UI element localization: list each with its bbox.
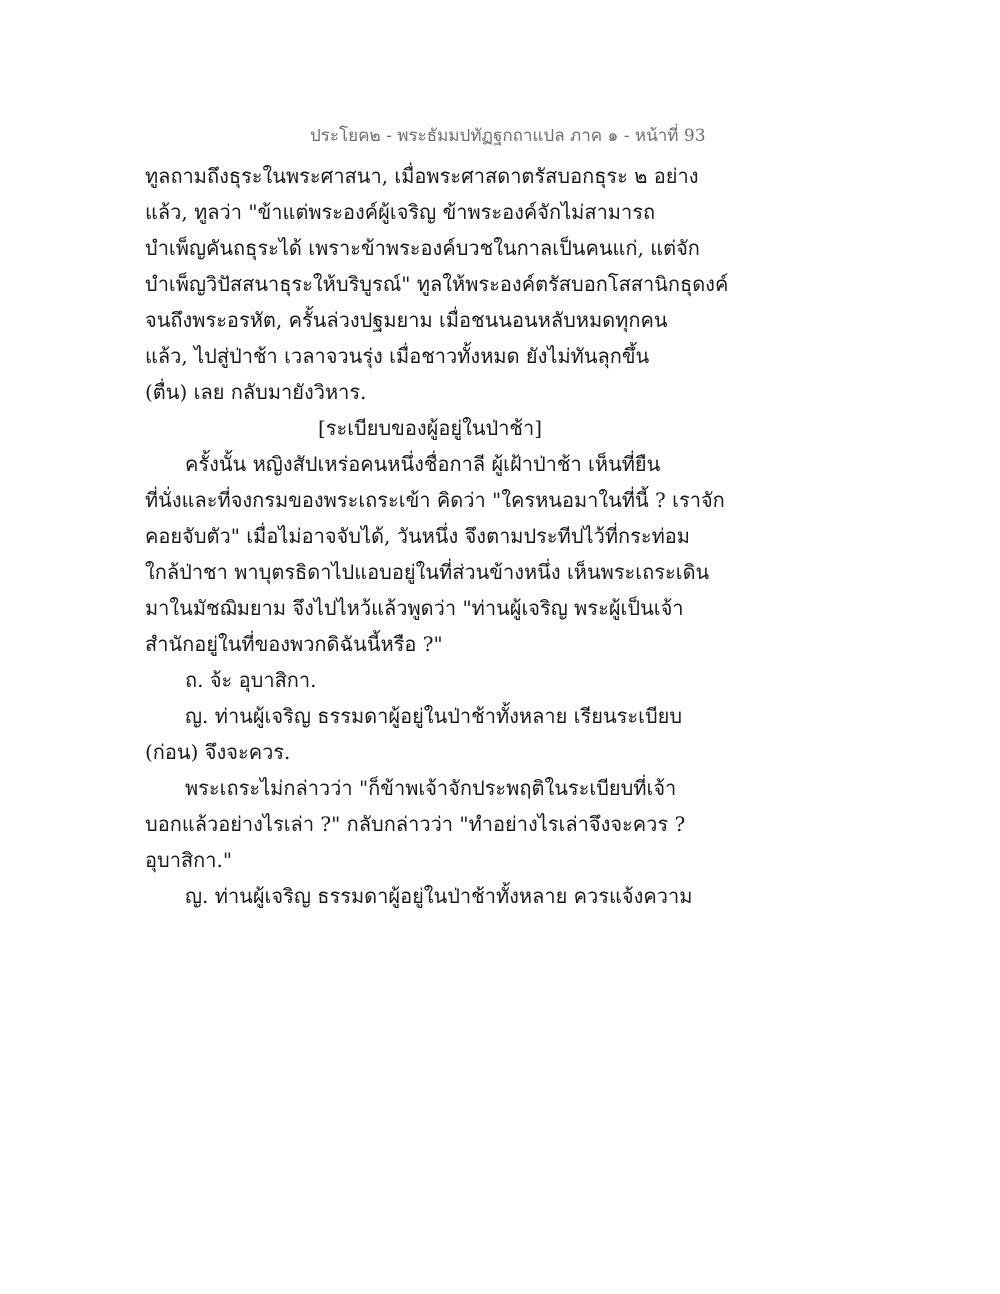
text-line: ใกล้ป่าชา พาบุตรธิดาไปแอบอยู่ในที่ส่วนข้างหนึ่ง เห็นพระเถระเดิน xyxy=(145,560,710,584)
text-line: อุบาสิกา." xyxy=(145,848,233,872)
text-line: บำเพ็ญวิปัสสนาธุระให้บริบูรณ์" ทูลให้พระองค์ตรัสบอกโสสานิกธุดงค์ xyxy=(145,272,729,296)
text-line: พระเถระไม่กล่าวว่า "ก็ข้าพเจ้าจักประพฤติในระเบียบที่เจ้า xyxy=(185,776,677,800)
text-line: บำเพ็ญคันถธุระได้ เพราะข้าพระองค์บวชในกาลเป็นคนแก่, แต่จัก xyxy=(145,236,700,260)
body-text xyxy=(145,158,729,914)
text-line: (ตื่น) เลย กลับมายังวิหาร. xyxy=(145,380,367,404)
text-line: ญ. ท่านผู้เจริญ ธรรมดาผู้อยู่ในป่าช้าทั้งหลาย เรียนระเบียบ xyxy=(185,704,683,728)
text-line: ที่นั่งและที่จงกรมของพระเถระเข้า คิดว่า "ใครหนอมาในที่นี้ ? เราจัก xyxy=(145,488,725,512)
text-line: มาในมัชฌิมยาม จึงไปไหว้แล้วพูดว่า "ท่านผู้เจริญ พระผู้เป็นเจ้า xyxy=(145,596,684,620)
text-line: ทูลถามถึงธุระในพระศาสนา, เมื่อพระศาสดาตรัสบอกธุระ ๒ อย่าง xyxy=(145,164,699,188)
text-line: (ก่อน) จึงจะควร. xyxy=(145,740,291,764)
text-line: คอยจับตัว" เมื่อไม่อาจจับได้, วันหนึ่ง จึงตามประทีปไว้ที่กระท่อม xyxy=(145,524,690,548)
section-heading: [ระเบียบของผู้อยู่ในป่าช้า] xyxy=(317,416,543,440)
text-line: สำนักอยู่ในที่ของพวกดิฉันนี้หรือ ?" xyxy=(145,632,443,656)
text-line: แล้ว, ไปสู่ป่าช้า เวลาจวนรุ่ง เมื่อชาวทั้งหมด ยังไม่ทันลุกขึ้น xyxy=(145,344,650,368)
text-line: แล้ว, ทูลว่า "ข้าแต่พระองค์ผู้เจริญ ข้าพระองค์จักไม่สามารถ xyxy=(145,200,656,224)
text-line: จนถึงพระอรหัต, ครั้นล่วงปฐมยาม เมื่อชนนอนหลับหมดทุกคน xyxy=(145,308,668,332)
running-header: ประโยค๒ - พระธัมมปทัฏฐกถาแปล ภาค ๑ - หน้าที่ 93 xyxy=(310,126,706,146)
text-line: ญ. ท่านผู้เจริญ ธรรมดาผู้อยู่ในป่าช้าทั้งหลาย ควรแจ้งความ xyxy=(185,884,693,908)
text-line: ถ. จ้ะ อุบาสิกา. xyxy=(185,668,317,692)
text-line: บอกแล้วอย่างไรเล่า ?" กลับกล่าวว่า "ทำอย่างไรเล่าจึงจะควร ? xyxy=(145,812,686,836)
text-line: ครั้งนั้น หญิงสัปเหร่อคนหนึ่งชื่อกาลี ผู้เฝ้าป่าช้า เห็นที่ยืน xyxy=(185,452,661,476)
